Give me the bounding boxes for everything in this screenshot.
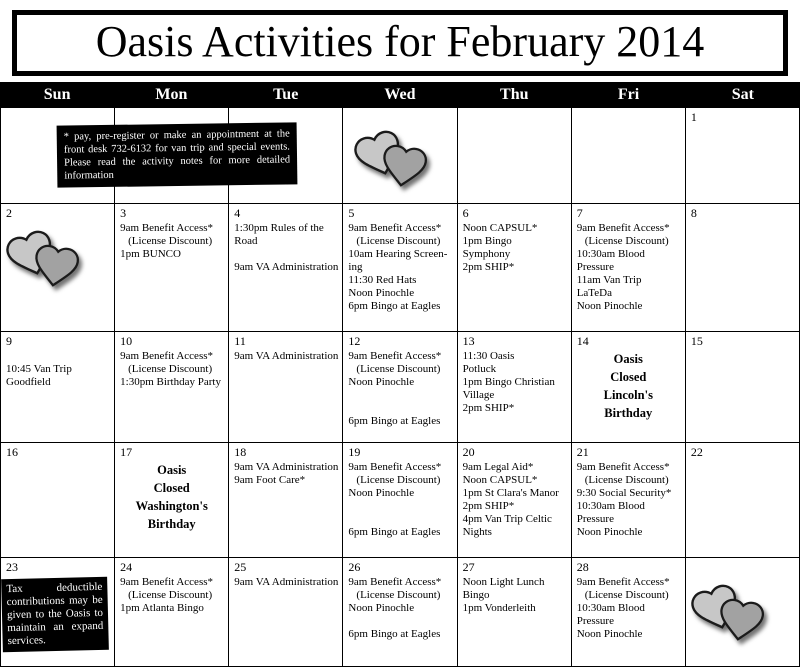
event-line: 10:30am Blood Pressure — [576, 500, 645, 525]
day-cell-22 — [686, 443, 800, 558]
weekday-header-thu: Thu — [500, 86, 529, 103]
event-line — [345, 389, 454, 402]
event-line: 9am Benefit Access* — [348, 461, 442, 473]
event-line: 10:30am Blood Pressure — [576, 602, 645, 627]
calendar-page — [0, 10, 800, 667]
event-line: 9am Benefit Access* — [348, 350, 442, 362]
event-line: 9am Benefit Access* — [576, 576, 670, 588]
calendar-grid — [0, 108, 800, 667]
event-line: Goodfield — [6, 376, 51, 388]
day-number: 24 — [120, 560, 133, 574]
event-line: 9am Legal Aid* — [462, 461, 534, 473]
day-number: 22 — [690, 445, 703, 459]
day-number: 7 — [576, 206, 583, 220]
event-line: Birthday — [147, 517, 196, 531]
day-number: 8 — [690, 206, 697, 220]
event-line: 11:30 Oasis — [462, 350, 515, 362]
hearts-decoration — [5, 228, 89, 294]
event-line: 6pm Bingo at Eagles — [348, 300, 441, 312]
weekday-header-sun: Sun — [43, 86, 71, 103]
event-line: (License Discount) — [128, 235, 213, 247]
day-number: 9 — [6, 334, 12, 348]
day-number: 14 — [576, 334, 589, 348]
event-line: 11:30 Red Hats — [348, 274, 417, 286]
day-cell-12 — [343, 332, 457, 443]
day-cell-17 — [115, 443, 229, 558]
day-cell-21 — [572, 443, 686, 558]
day-cell-25 — [229, 558, 343, 667]
day-number: 11 — [234, 334, 246, 348]
event-line: Potluck — [462, 363, 497, 375]
day-cell — [572, 108, 686, 204]
heart-icon — [375, 137, 432, 194]
event-line: Noon CAPSUL* — [462, 474, 538, 486]
day-number: 26 — [348, 560, 361, 574]
event-line: 9am Benefit Access* — [576, 222, 670, 234]
heart-icon — [27, 237, 84, 294]
day-cell-2 — [1, 204, 115, 332]
day-cell-7 — [572, 204, 686, 332]
day-cell-13 — [458, 332, 572, 443]
event-line: (License Discount) — [356, 589, 441, 601]
event-line: 9am Benefit Access* — [120, 222, 214, 234]
weekday-header-row — [0, 82, 800, 108]
event-line: 10am Hearing Screen- — [348, 248, 448, 260]
day-cell-26 — [343, 558, 457, 667]
day-cell-6 — [458, 204, 572, 332]
weekday-header-tue: Tue — [273, 86, 299, 103]
hearts-decoration — [690, 582, 774, 648]
event-line: Closed — [610, 370, 647, 384]
day-number: 16 — [6, 445, 18, 459]
event-line: 2pm SHIP* — [462, 402, 515, 414]
day-number: 13 — [462, 334, 475, 348]
day-number: 6 — [462, 206, 469, 220]
day-number: 23 — [6, 560, 18, 574]
event-line: Birthday — [604, 406, 653, 420]
event-line: Road — [234, 235, 258, 247]
day-number: 27 — [462, 560, 475, 574]
event-line: 9am Benefit Access* — [348, 576, 442, 588]
day-cell-20 — [458, 443, 572, 558]
event-line: 9am Benefit Access* — [120, 350, 214, 362]
day-cell-27 — [458, 558, 572, 667]
event-line: Washington's — [135, 499, 208, 513]
event-line: Lincoln's — [603, 388, 653, 402]
event-line: Noon Light Lunch — [462, 576, 545, 588]
event-line: 9am Foot Care* — [234, 474, 306, 486]
page-title: Oasis Activities for February 2014 — [95, 17, 705, 66]
day-number: 28 — [576, 560, 589, 574]
day-cell-8 — [686, 204, 800, 332]
event-line: 9am Benefit Access* — [348, 222, 442, 234]
event-line — [345, 615, 454, 628]
event-line: 1pm Bingo — [462, 235, 512, 247]
event-line: Noon Pinochle — [348, 376, 415, 388]
heart-icon — [712, 591, 769, 648]
day-cell-11 — [229, 332, 343, 443]
day-cell-10 — [115, 332, 229, 443]
event-line: LaTeDa — [576, 287, 612, 299]
event-line: Noon Pinochle — [348, 487, 415, 499]
day-number: 3 — [120, 206, 127, 220]
day-number: 18 — [234, 445, 247, 459]
day-number: 1 — [690, 110, 697, 124]
event-line: Noon Pinochle — [348, 602, 415, 614]
event-line: 1pm Atlanta Bingo — [120, 602, 204, 614]
event-line: ing — [348, 261, 363, 273]
hearts-decoration — [353, 128, 437, 194]
event-line: 9am VA Administration — [234, 261, 339, 273]
day-number: 2 — [6, 206, 12, 220]
event-line: (License Discount) — [356, 235, 441, 247]
day-cell-4 — [229, 204, 343, 332]
day-number: 4 — [234, 206, 241, 220]
event-line: 9am Benefit Access* — [576, 461, 670, 473]
event-line — [3, 350, 112, 363]
event-line — [345, 500, 454, 513]
event-line: 1pm Vonderleith — [462, 602, 536, 614]
day-number: 25 — [234, 560, 247, 574]
day-cell-14 — [572, 332, 686, 443]
event-line: (License Discount) — [584, 235, 669, 247]
day-cell-24 — [115, 558, 229, 667]
event-line: 9am Benefit Access* — [120, 576, 214, 588]
weekday-header-wed: Wed — [384, 86, 416, 103]
day-number: 17 — [120, 445, 133, 459]
event-line: Noon Pinochle — [348, 287, 415, 299]
tax-note: Tax deductible contributions may be given to the Oasis to maintain an expand services. — [1, 577, 109, 653]
weekday-header-mon: Mon — [155, 86, 188, 103]
event-line: 6pm Bingo at Eagles — [348, 628, 441, 640]
event-line: 2pm SHIP* — [462, 261, 515, 273]
day-number: 10 — [120, 334, 133, 348]
event-line: 11am Van Trip — [576, 274, 642, 286]
event-line: 6pm Bingo at Eagles — [348, 526, 441, 538]
event-line: Noon Pinochle — [576, 526, 643, 538]
event-line: 2pm SHIP* — [462, 500, 515, 512]
event-line: 9am VA Administration — [234, 576, 339, 588]
day-cell-15 — [686, 332, 800, 443]
day-cell-5 — [343, 204, 457, 332]
event-line: 1:30pm Rules of the — [234, 222, 324, 234]
day-number: 5 — [348, 206, 355, 220]
event-line: Symphony — [462, 248, 511, 260]
day-number: 12 — [348, 334, 361, 348]
event-line: 1:30pm Birthday Party — [120, 376, 221, 388]
event-line: (License Discount) — [584, 474, 669, 486]
event-line: Noon CAPSUL* — [462, 222, 538, 234]
event-line: 9am VA Administration — [234, 461, 339, 473]
calendar-title-banner — [12, 10, 788, 76]
day-cell-1 — [686, 108, 800, 204]
day-cell-23 — [1, 558, 115, 667]
day-cell-9 — [1, 332, 115, 443]
event-line: 1pm Bingo Christian — [462, 376, 555, 388]
event-line: (License Discount) — [128, 363, 213, 375]
event-line — [345, 513, 454, 526]
event-line: (License Discount) — [128, 589, 213, 601]
event-line: Noon Pinochle — [576, 628, 643, 640]
day-number: 21 — [576, 445, 589, 459]
event-line: Noon Pinochle — [576, 300, 643, 312]
event-line: (License Discount) — [356, 363, 441, 375]
day-cell — [686, 558, 800, 667]
day-cell-18 — [229, 443, 343, 558]
event-line: Oasis — [157, 463, 187, 477]
event-line: 6pm Bingo at Eagles — [348, 415, 441, 427]
day-cell-28 — [572, 558, 686, 667]
day-number: 15 — [690, 334, 703, 348]
event-line: 9am VA Administration — [234, 350, 339, 362]
event-line — [345, 402, 454, 415]
weekday-header-sat: Sat — [731, 86, 754, 103]
event-line — [231, 248, 340, 261]
event-line: 4pm Van Trip Celtic — [462, 513, 552, 525]
event-line: Bingo — [462, 589, 490, 601]
registration-note: * pay, pre-register or make an appointment at the front desk 732-6132 for van trip and special events. Please read the activity notes for more detailed information — [57, 122, 298, 187]
event-line: 10:30am Blood Pressure — [576, 248, 645, 273]
day-cell-19 — [343, 443, 457, 558]
day-cell-3 — [115, 204, 229, 332]
weekday-header-fri: Fri — [617, 86, 640, 103]
day-cell — [458, 108, 572, 204]
event-line: (License Discount) — [584, 589, 669, 601]
day-cell-16 — [1, 443, 115, 558]
event-line: Nights — [462, 526, 492, 538]
event-line: 1pm BUNCO — [120, 248, 181, 260]
event-line: (License Discount) — [356, 474, 441, 486]
event-line: Village — [462, 389, 495, 401]
day-number: 20 — [462, 445, 475, 459]
event-line: 1pm St Clara's Manor — [462, 487, 559, 499]
event-line: Oasis — [613, 352, 643, 366]
event-line: Closed — [153, 481, 190, 495]
event-line: 10:45 Van Trip — [6, 363, 72, 375]
event-line: 9:30 Social Security* — [576, 487, 672, 499]
day-number: 19 — [348, 445, 361, 459]
